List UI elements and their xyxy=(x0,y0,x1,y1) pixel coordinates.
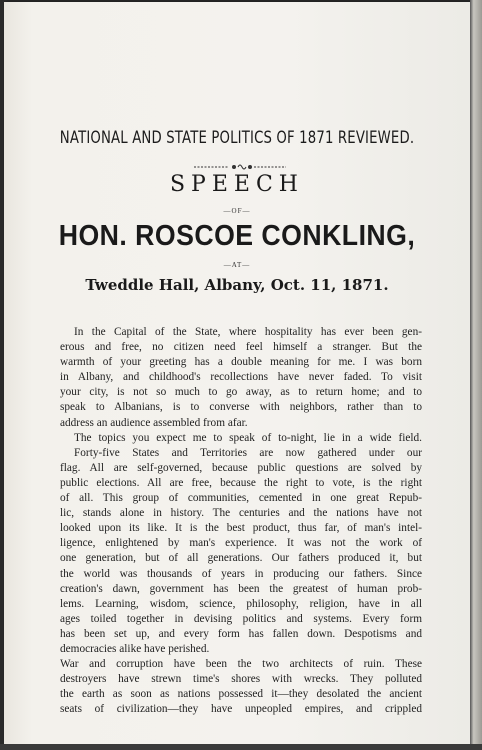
pamphlet-title: NATIONAL AND STATE POLITICS OF 1871 REVIEWED. xyxy=(59,128,415,148)
text-line: the earth as soon as nations possessed it—they desolated the ancient xyxy=(60,688,422,701)
text-line: seats of civilization—they have unpeopled empires, and crippled xyxy=(60,703,422,716)
document-page xyxy=(4,2,470,744)
text-line: warmth of your greeting has a double meaning for me. I was born xyxy=(60,356,422,369)
page-edge-background xyxy=(470,0,482,750)
text-line: of all. This group of communities, cemented in one great Repub- xyxy=(60,492,422,505)
text-line: ages toiled together in devising politics and systems. Every form xyxy=(60,612,422,625)
of-label: —OF— xyxy=(223,207,251,215)
text-line: one generation, but of all generations. Our fathers produced it, but xyxy=(60,552,422,565)
text-line: creation's dawn, government has been the greatest of human prob- xyxy=(60,582,422,595)
text-line: speak to Albanians, is to converse with neighbors, rather than to xyxy=(60,401,422,414)
ornament-divider xyxy=(194,162,286,172)
bottom-edge-background xyxy=(0,744,482,750)
text-line: ligence, enlightened by man's experience. It was not the work of xyxy=(60,537,422,550)
text-line: democracies alike have perished. xyxy=(60,642,210,655)
text-line: Forty-five States and Territories are now gathered under our xyxy=(74,446,422,459)
text-line: In the Capital of the State, where hospitality has ever been gen- xyxy=(74,326,422,338)
text-line: has been set up, and every form has fallen down. Despotisms and xyxy=(60,627,422,640)
speaker-name: HON. ROSCOE CONKLING, xyxy=(58,220,416,252)
text-line: public elections. All are free, because the right to vote, is the right xyxy=(60,476,422,489)
text-line: erous and free, no citizen need feel himself a stranger. But the xyxy=(60,341,422,354)
at-label: —AT— xyxy=(223,261,251,269)
text-line: lems. Learning, wisdom, science, philosophy, religion, have in all xyxy=(60,597,422,610)
text-line: looked upon its like. It is the best product, thus far, of man's intel- xyxy=(60,522,422,535)
text-line: destroyers have strewn time's shores with wrecks. They polluted xyxy=(60,673,422,686)
text-line: War and corruption have been the two architects of ruin. These xyxy=(60,658,422,671)
text-line: The topics you expect me to speak of to-night, lie in a wide field. xyxy=(74,431,422,444)
text-line: flag. All are self-governed, because public questions are solved by xyxy=(60,461,422,474)
speech-body xyxy=(60,325,422,717)
text-line: address an audience assembled from afar. xyxy=(60,416,248,429)
speech-heading: SPEECH xyxy=(169,172,304,197)
text-line: the world was thousands of years in producing our fathers. Since xyxy=(60,567,422,580)
text-line: in Albany, and childhood's recollections have never faded. To visit xyxy=(60,371,422,384)
text-line: your city, is not so much to go away, as to return home; and to xyxy=(60,386,422,399)
venue-date: Tweddle Hall, Albany, Oct. 11, 1871. xyxy=(85,276,389,294)
text-line: lic, stands alone in history. The centuries and the nations have not xyxy=(60,507,422,520)
